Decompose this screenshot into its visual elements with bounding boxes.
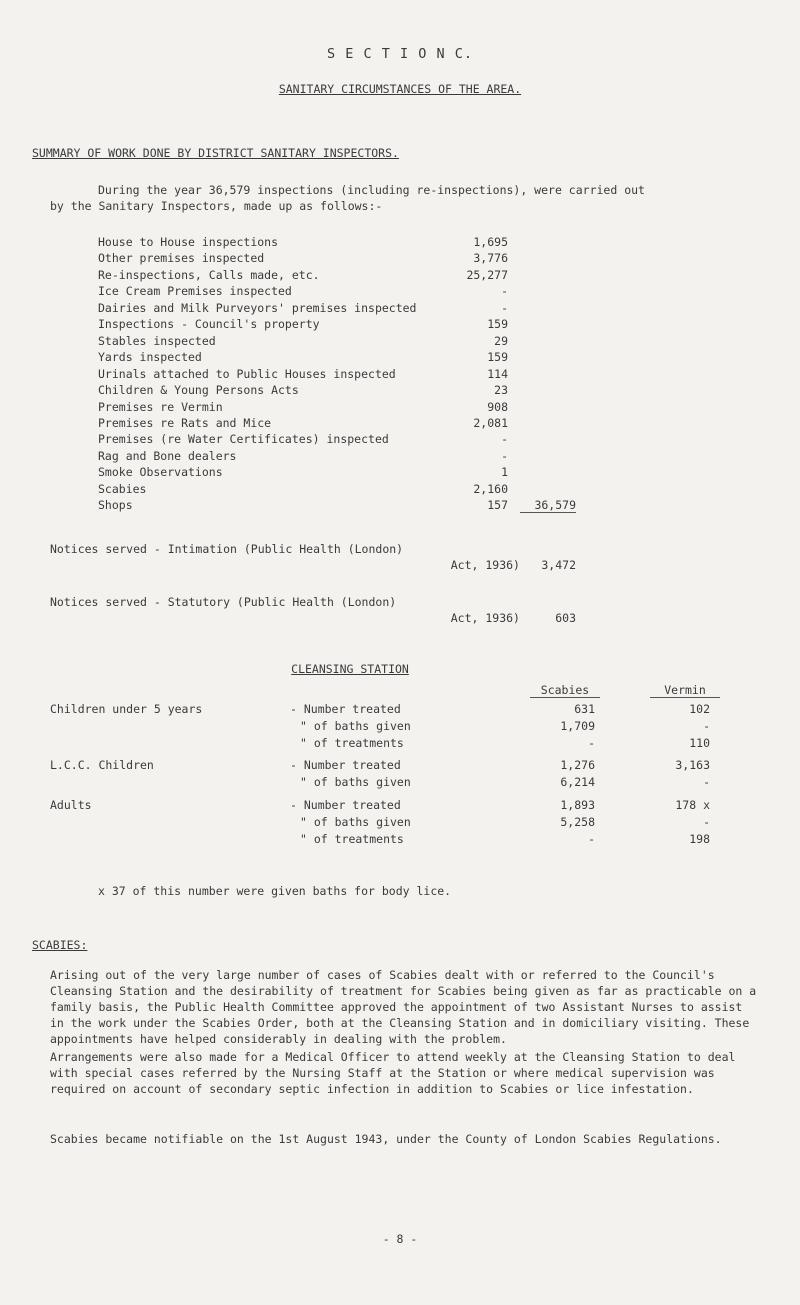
cleansing-vermin-value: 178 x [675, 798, 710, 812]
inspection-value: 908 [487, 399, 508, 414]
col-vermin-header: Vermin [664, 683, 706, 697]
intro-line-2: by the Sanitary Inspectors, made up as follows:- [50, 199, 383, 213]
inspection-label: Dairies and Milk Purveyors' premises inspected [98, 300, 417, 315]
inspection-label: Other premises inspected [98, 251, 265, 266]
inspection-value: 25,277 [466, 267, 508, 282]
cleansing-scabies-value: 1,276 [560, 758, 595, 772]
cleansing-scabies-value: 1,709 [560, 719, 595, 733]
inspection-label: Children & Young Persons Acts [98, 383, 299, 398]
inspection-label: Rag and Bone dealers [98, 448, 237, 463]
inspection-label: Premises (re Water Certificates) inspected [98, 432, 389, 447]
cleansing-row-label: - Number treated [290, 702, 401, 716]
notice-2-line-2: Act, 1936) [450, 611, 520, 625]
inspection-label: Ice Cream Premises inspected [98, 284, 292, 299]
inspection-value: - [501, 448, 508, 463]
total-rule [520, 512, 576, 513]
cleansing-vermin-value: 3,163 [675, 758, 710, 772]
cleansing-vermin-value: 110 [689, 736, 710, 750]
cleansing-group-label: Children under 5 years [50, 702, 203, 716]
inspection-label: Premises re Vermin [98, 399, 223, 414]
inspection-label: Smoke Observations [98, 465, 223, 480]
inspection-value: 114 [487, 366, 508, 381]
inspection-value: 157 [487, 498, 508, 513]
notice-1-line-2: Act, 1936) [450, 558, 520, 572]
intro-line-1: During the year 36,579 inspections (including re-inspections), were carried out [98, 183, 645, 197]
inspection-label: Re-inspections, Calls made, etc. [98, 267, 320, 282]
cleansing-scabies-value: - [588, 832, 595, 846]
col-scabies-header: Scabies [540, 683, 590, 697]
inspection-value: 1 [501, 465, 508, 480]
cleansing-row-label: " of treatments [300, 736, 404, 750]
inspection-value: 23 [494, 383, 508, 398]
scabies-heading: SCABIES: [32, 938, 88, 952]
inspection-label: Stables inspected [98, 333, 216, 348]
inspection-label: Shops [98, 498, 133, 513]
inspection-value: - [501, 284, 508, 299]
inspection-label: Scabies [98, 481, 147, 496]
cleansing-heading: CLEANSING STATION [291, 662, 409, 676]
notice-2-line-1: Notices served - Statutory (Public Health (London) [50, 595, 397, 609]
section-subtitle: SANITARY CIRCUMSTANCES OF THE AREA. [278, 82, 522, 96]
cleansing-vermin-value: - [703, 775, 710, 789]
inspection-label: Inspections - Council's property [98, 317, 320, 332]
cleansing-row-label: " of baths given [300, 719, 411, 733]
cleansing-row-label: " of baths given [300, 775, 411, 789]
cleansing-row-label: - Number treated [290, 758, 401, 772]
cleansing-group-label: Adults [50, 798, 92, 812]
notice-1-value: 3,472 [541, 558, 576, 572]
cleansing-row-label: " of baths given [300, 815, 411, 829]
page-number: - 8 - [382, 1232, 418, 1246]
scabies-paragraph-1: Arising out of the very large number of cases of Scabies dealt with or referred to the Council's Cleansing Station and the desirability of treatment for Scabies being given as far as practicable on a family basis, the Public Health Committee approved the appointment of two Assistant Nurses to assist in the work under the Scabies Order, both at the Cleansing Station and in domiciliary visiting. These appointments have helped considerably in dealing with the problem. [50, 968, 757, 1046]
inspection-value: 159 [487, 317, 508, 332]
cleansing-vermin-value: 198 [689, 832, 710, 846]
inspection-label: House to House inspections [98, 235, 279, 249]
inspection-value: 3,776 [473, 251, 508, 266]
scabies-paragraph-2: Arrangements were also made for a Medical Officer to attend weekly at the Cleansing Station to deal with special cases referred by the Nursing Staff at the Station or where medical supervision was required on account of secondary septic infection in addition to Scabies or lice infestation. [50, 1050, 736, 1096]
cleansing-scabies-value: 5,258 [560, 815, 595, 829]
cleansing-vermin-value: 102 [689, 702, 710, 716]
inspection-value: 159 [487, 350, 508, 365]
cleansing-footnote: x 37 of this number were given baths for body lice. [98, 884, 452, 898]
inspection-total: 36,579 [534, 498, 576, 513]
cleansing-row-label: " of treatments [300, 832, 404, 846]
cleansing-group-label: L.C.C. Children [50, 758, 154, 772]
scabies-header-rule [530, 697, 600, 698]
inspection-value: 1,695 [473, 235, 508, 249]
inspection-value: - [501, 432, 508, 447]
notice-1-line-1: Notices served - Intimation (Public Health (London) [50, 542, 404, 556]
inspection-label: Urinals attached to Public Houses inspected [98, 366, 396, 381]
cleansing-scabies-value: 6,214 [560, 775, 595, 789]
scabies-paragraph-3: Scabies became notifiable on the 1st August 1943, under the County of London Scabies Regulations. [50, 1132, 722, 1146]
cleansing-row-label: - Number treated [290, 798, 401, 812]
cleansing-scabies-value: 1,893 [560, 798, 595, 812]
cleansing-vermin-value: - [703, 719, 710, 733]
cleansing-scabies-value: - [588, 736, 595, 750]
notice-2-value: 603 [555, 611, 576, 625]
inspection-label: Yards inspected [98, 350, 202, 365]
inspection-value: 2,081 [473, 415, 508, 430]
inspection-value: - [501, 300, 508, 315]
vermin-header-rule [650, 697, 720, 698]
section-title: S E C T I O N C. [326, 46, 474, 62]
inspection-value: 29 [494, 333, 508, 348]
cleansing-vermin-value: - [703, 815, 710, 829]
inspection-value: 2,160 [473, 481, 508, 496]
cleansing-scabies-value: 631 [574, 702, 595, 716]
summary-heading: SUMMARY OF WORK DONE BY DISTRICT SANITARY INSPECTORS. [32, 146, 399, 160]
inspection-label: Premises re Rats and Mice [98, 415, 272, 430]
